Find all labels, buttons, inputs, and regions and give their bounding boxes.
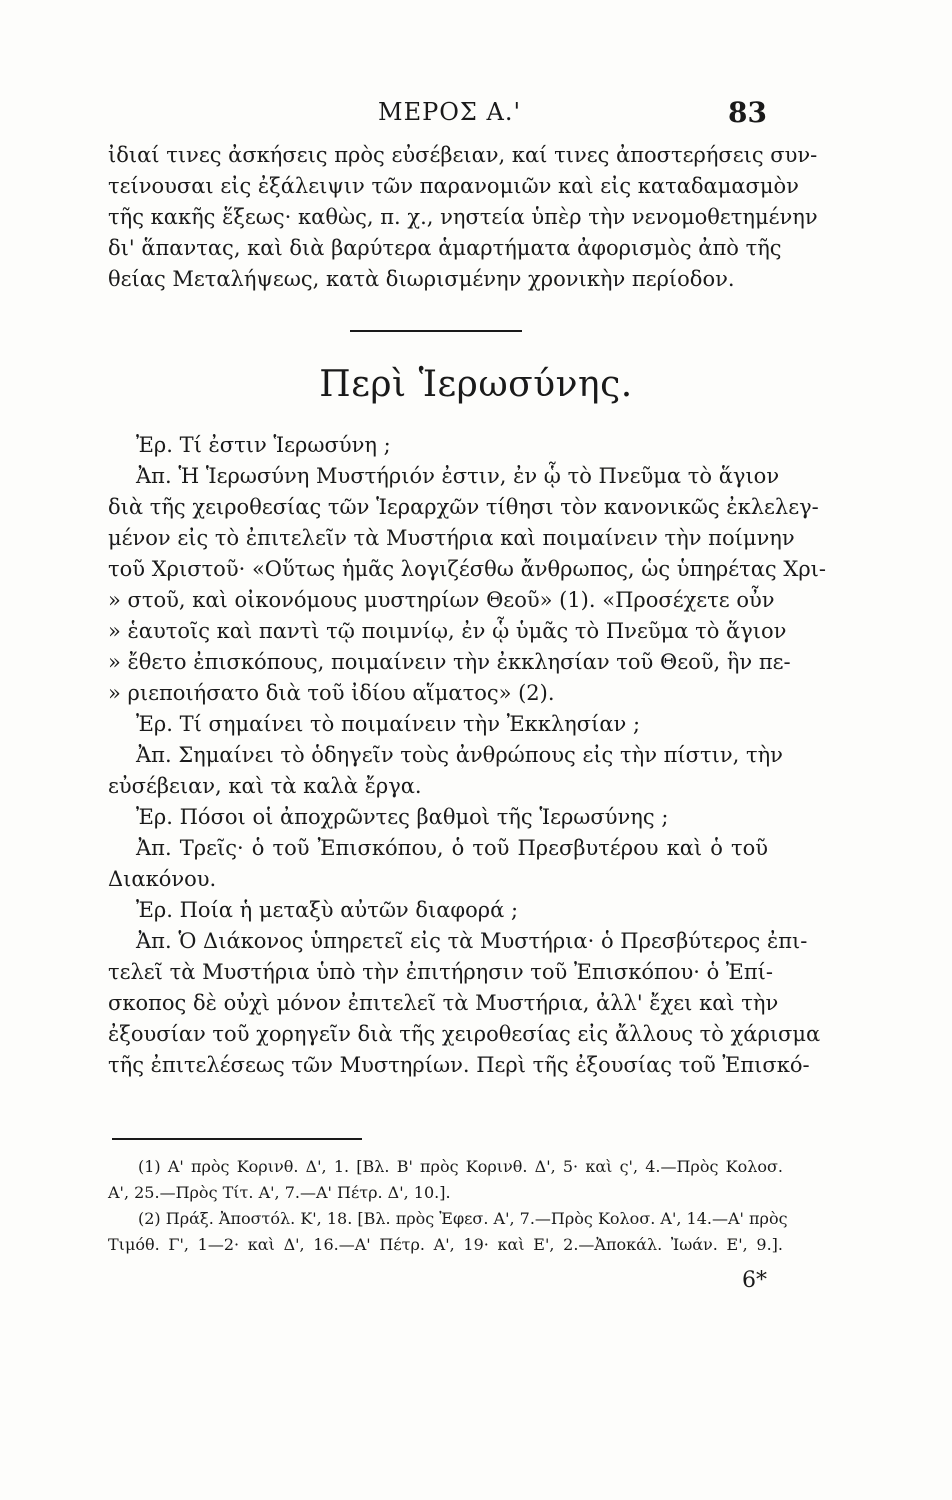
text-line: ἰδιαί τινες ἀσκήσεις πρὸς εὐσέβειαν, καί τινες ἀποστερήσεις συν- — [108, 143, 818, 167]
text-line: τῆς κακῆς ἕξεως· καθὼς, π. χ., νηστεία ὑπὲρ τὴν νενομοθετημένην — [108, 205, 818, 229]
section-divider — [350, 330, 522, 332]
answer-line: Ἀπ. Ὁ Διάκονος ὑπηρετεῖ εἰς τὰ Μυστήρια· ὁ Πρεσβύτερος ἐπι- — [136, 929, 808, 953]
question-line: Ἐρ. Ποία ἡ μεταξὺ αὐτῶν διαφορά ; — [136, 898, 519, 922]
footnotes — [108, 1154, 788, 1258]
text-line: τελεῖ τὰ Μυστήρια ὑπὸ τὴν ἐπιτήρησιν τοῦ Ἐπισκόπου· ὁ Ἐπί- — [108, 960, 773, 984]
text-line: τείνουσαι εἰς ἐξάλειψιν τῶν παρανομιῶν καὶ εἰς καταδαμασμὸν — [108, 174, 799, 198]
text-line: » στοῦ, καὶ οἰκονόμους μυστηρίων Θεοῦ» (1). «Προσέχετε οὖν — [108, 588, 775, 612]
text-line: σκοπος δὲ οὐχὶ μόνον ἐπιτελεῖ τὰ Μυστήρια, ἀλλ' ἔχει καὶ τὴν — [108, 991, 779, 1015]
footnote-line: (2) Πράξ. Ἀποστόλ. Κ', 18. [Βλ. πρὸς Ἐφεσ. Α', 7.—Πρὸς Κολοσ. Α', 14.—Α' πρὸς — [138, 1209, 788, 1228]
text-line: εὐσέβειαν, καὶ τὰ καλὰ ἔργα. — [108, 774, 422, 798]
footnote-divider — [112, 1138, 362, 1140]
answer-line: Ἀπ. Ἡ Ἱερωσύνη Μυστήριόν ἐστιν, ἐν ᾧ τὸ Πνεῦμα τὸ ἅγιον — [136, 464, 780, 488]
footnote-line: (1) Α' πρὸς Κορινθ. Δ', 1. [Βλ. Β' πρὸς Κορινθ. Δ', 5· καὶ ς', 4.—Πρὸς Κολοσ. — [138, 1157, 783, 1176]
question-line: Ἐρ. Πόσοι οἱ ἀποχρῶντες βαθμοὶ τῆς Ἱερωσύνης ; — [136, 805, 669, 829]
text-line: ἐξουσίαν τοῦ χορηγεῖν διὰ τῆς χειροθεσίας εἰς ἄλλους τὸ χάρισμα — [108, 1022, 821, 1046]
answer-line: Ἀπ. Τρεῖς· ὁ τοῦ Ἐπισκόπου, ὁ τοῦ Πρεσβυτέρου καὶ ὁ τοῦ — [136, 836, 768, 860]
signature-mark: 6* — [742, 1268, 767, 1293]
section-title: Περὶ Ἱερωσύνης. — [319, 364, 633, 405]
text-line: » ἔθετο ἐπισκόπους, ποιμαίνειν τὴν ἐκκλησίαν τοῦ Θεοῦ, ἣν πε- — [108, 650, 791, 674]
text-line: τῆς ἐπιτελέσεως τῶν Μυστηρίων. Περὶ τῆς ἐξουσίας τοῦ Ἐπισκό- — [108, 1053, 810, 1077]
text-line: διὰ τῆς χειροθεσίας τῶν Ἱεραρχῶν τίθησι τὸν κανονικῶς ἐκλελεγ- — [108, 495, 819, 519]
running-title: ΜΕΡΟΣ Α.' — [378, 98, 522, 126]
text-line: θείας Μεταλήψεως, κατὰ διωρισμένην χρονικὴν περίοδον. — [108, 267, 735, 291]
text-line: μένον εἰς τὸ ἐπιτελεῖν τὰ Μυστήρια καὶ ποιμαίνειν τὴν ποίμνην — [108, 526, 795, 550]
page-number: 83 — [728, 96, 767, 129]
text-line: τοῦ Χριστοῦ· «Οὕτως ἡμᾶς λογιζέσθω ἄνθρωπος, ὡς ὑπηρέτας Χρι- — [108, 557, 826, 581]
question-answer-block — [108, 430, 826, 1081]
footnote-line: Α', 25.—Πρὸς Τίτ. Α', 7.—Α' Πέτρ. Δ', 10.]. — [108, 1183, 451, 1202]
text-line: Διακόνου. — [108, 867, 217, 891]
running-head — [0, 98, 952, 132]
question-line: Ἐρ. Τί σημαίνει τὸ ποιμαίνειν τὴν Ἐκκλησίαν ; — [136, 712, 641, 736]
intro-paragraph — [108, 140, 818, 295]
question-line: Ἐρ. Τί ἐστιν Ἱερωσύνη ; — [136, 433, 391, 457]
answer-line: Ἀπ. Σημαίνει τὸ ὁδηγεῖν τοὺς ἀνθρώπους εἰς τὴν πίστιν, τὴν — [136, 743, 783, 767]
text-line: » ἑαυτοῖς καὶ παντὶ τῷ ποιμνίῳ, ἐν ᾧ ὑμᾶς τὸ Πνεῦμα τὸ ἅγιον — [108, 619, 787, 643]
text-line: δι' ἅπαντας, καὶ διὰ βαρύτερα ἁμαρτήματα ἀφορισμὸς ἀπὸ τῆς — [108, 236, 782, 260]
text-line: » ριεποιήσατο διὰ τοῦ ἰδίου αἵματος» (2). — [108, 681, 555, 705]
footnote-line: Τιμόθ. Γ', 1—2· καὶ Δ', 16.—Α' Πέτρ. Α', 19· καὶ Ε', 2.—Ἀποκάλ. Ἰωάν. Ε', 9.]. — [108, 1235, 783, 1254]
